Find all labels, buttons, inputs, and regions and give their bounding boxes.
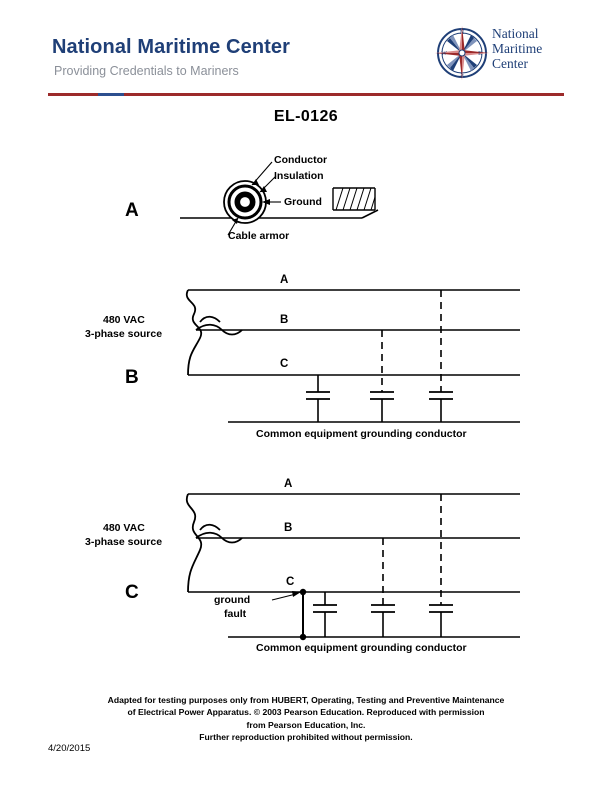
panel-b-phase-c-label: C [280, 358, 289, 370]
panel-c-source-line-1: 480 VAC [103, 522, 145, 534]
panel-b-letter: B [125, 367, 139, 388]
panel-b-bus-label: Common equipment grounding conductor [256, 428, 467, 440]
panel-c-phase-c-label: C [286, 576, 295, 588]
organization-tagline: Providing Credentials to Mariners [54, 64, 239, 78]
footer-line-4: Further reproduction prohibited without permission. [199, 732, 413, 743]
page-header [0, 0, 612, 100]
panel-b-source-line-2: 3-phase source [85, 328, 163, 340]
footer-line-2: of Electrical Power Apparatus. © 2003 Pearson Education. Reproduced with permission [127, 707, 485, 718]
compass-rose-icon [434, 22, 490, 84]
compass-south-label: S [460, 72, 464, 78]
logo-line-2: Maritime [492, 41, 543, 56]
compass-west-label: W [441, 51, 447, 57]
logo-wordmark [492, 26, 542, 71]
panel-c-phase-b-label: B [284, 522, 293, 534]
panel-b-phase-a-label: A [280, 274, 289, 286]
panel-c-fault-line-1: ground [214, 594, 251, 606]
page-footer [0, 694, 612, 744]
compass-east-label: E [478, 51, 482, 57]
panel-c-fault-line-2: fault [224, 608, 247, 620]
panel-b-source-line-1: 480 VAC [103, 314, 145, 326]
footer-date: 4/20/2015 [48, 743, 91, 754]
panel-a-letter: A [125, 200, 139, 221]
panel-a-label-insulation: Insulation [274, 170, 324, 182]
panel-a-label-cable-armor: Cable armor [228, 230, 290, 242]
panel-a-label-conductor: Conductor [274, 154, 328, 166]
panel-c-phase-a-label: A [284, 478, 293, 490]
panel-c-source-line-2: 3-phase source [85, 536, 163, 548]
panel-b-phase-b-label: B [280, 314, 289, 326]
panel-c-bus-label: Common equipment grounding conductor [256, 642, 467, 654]
panel-b-drawing [0, 262, 612, 452]
logo-line-3: Center [492, 56, 528, 71]
page-title: EL-0126 [273, 108, 339, 125]
figure-panel-a [0, 140, 612, 255]
compass-north-label: N [459, 30, 465, 36]
nmc-logo [434, 22, 562, 88]
footer-line-3: from Pearson Education, Inc. [246, 719, 366, 730]
organization-title: National Maritime Center [52, 36, 291, 58]
panel-c-letter: C [125, 582, 139, 603]
footer-line-1: Adapted for testing purposes only from HUBERT, Operating, Testing and Preventive Maintenance [107, 695, 505, 705]
figure-panel-b [0, 262, 612, 452]
header-divider-blue [98, 93, 124, 96]
figure-panel-c [0, 472, 612, 672]
panel-a-label-ground: Ground [284, 196, 322, 208]
header-divider-red [48, 93, 564, 96]
logo-line-1: National [492, 26, 539, 41]
